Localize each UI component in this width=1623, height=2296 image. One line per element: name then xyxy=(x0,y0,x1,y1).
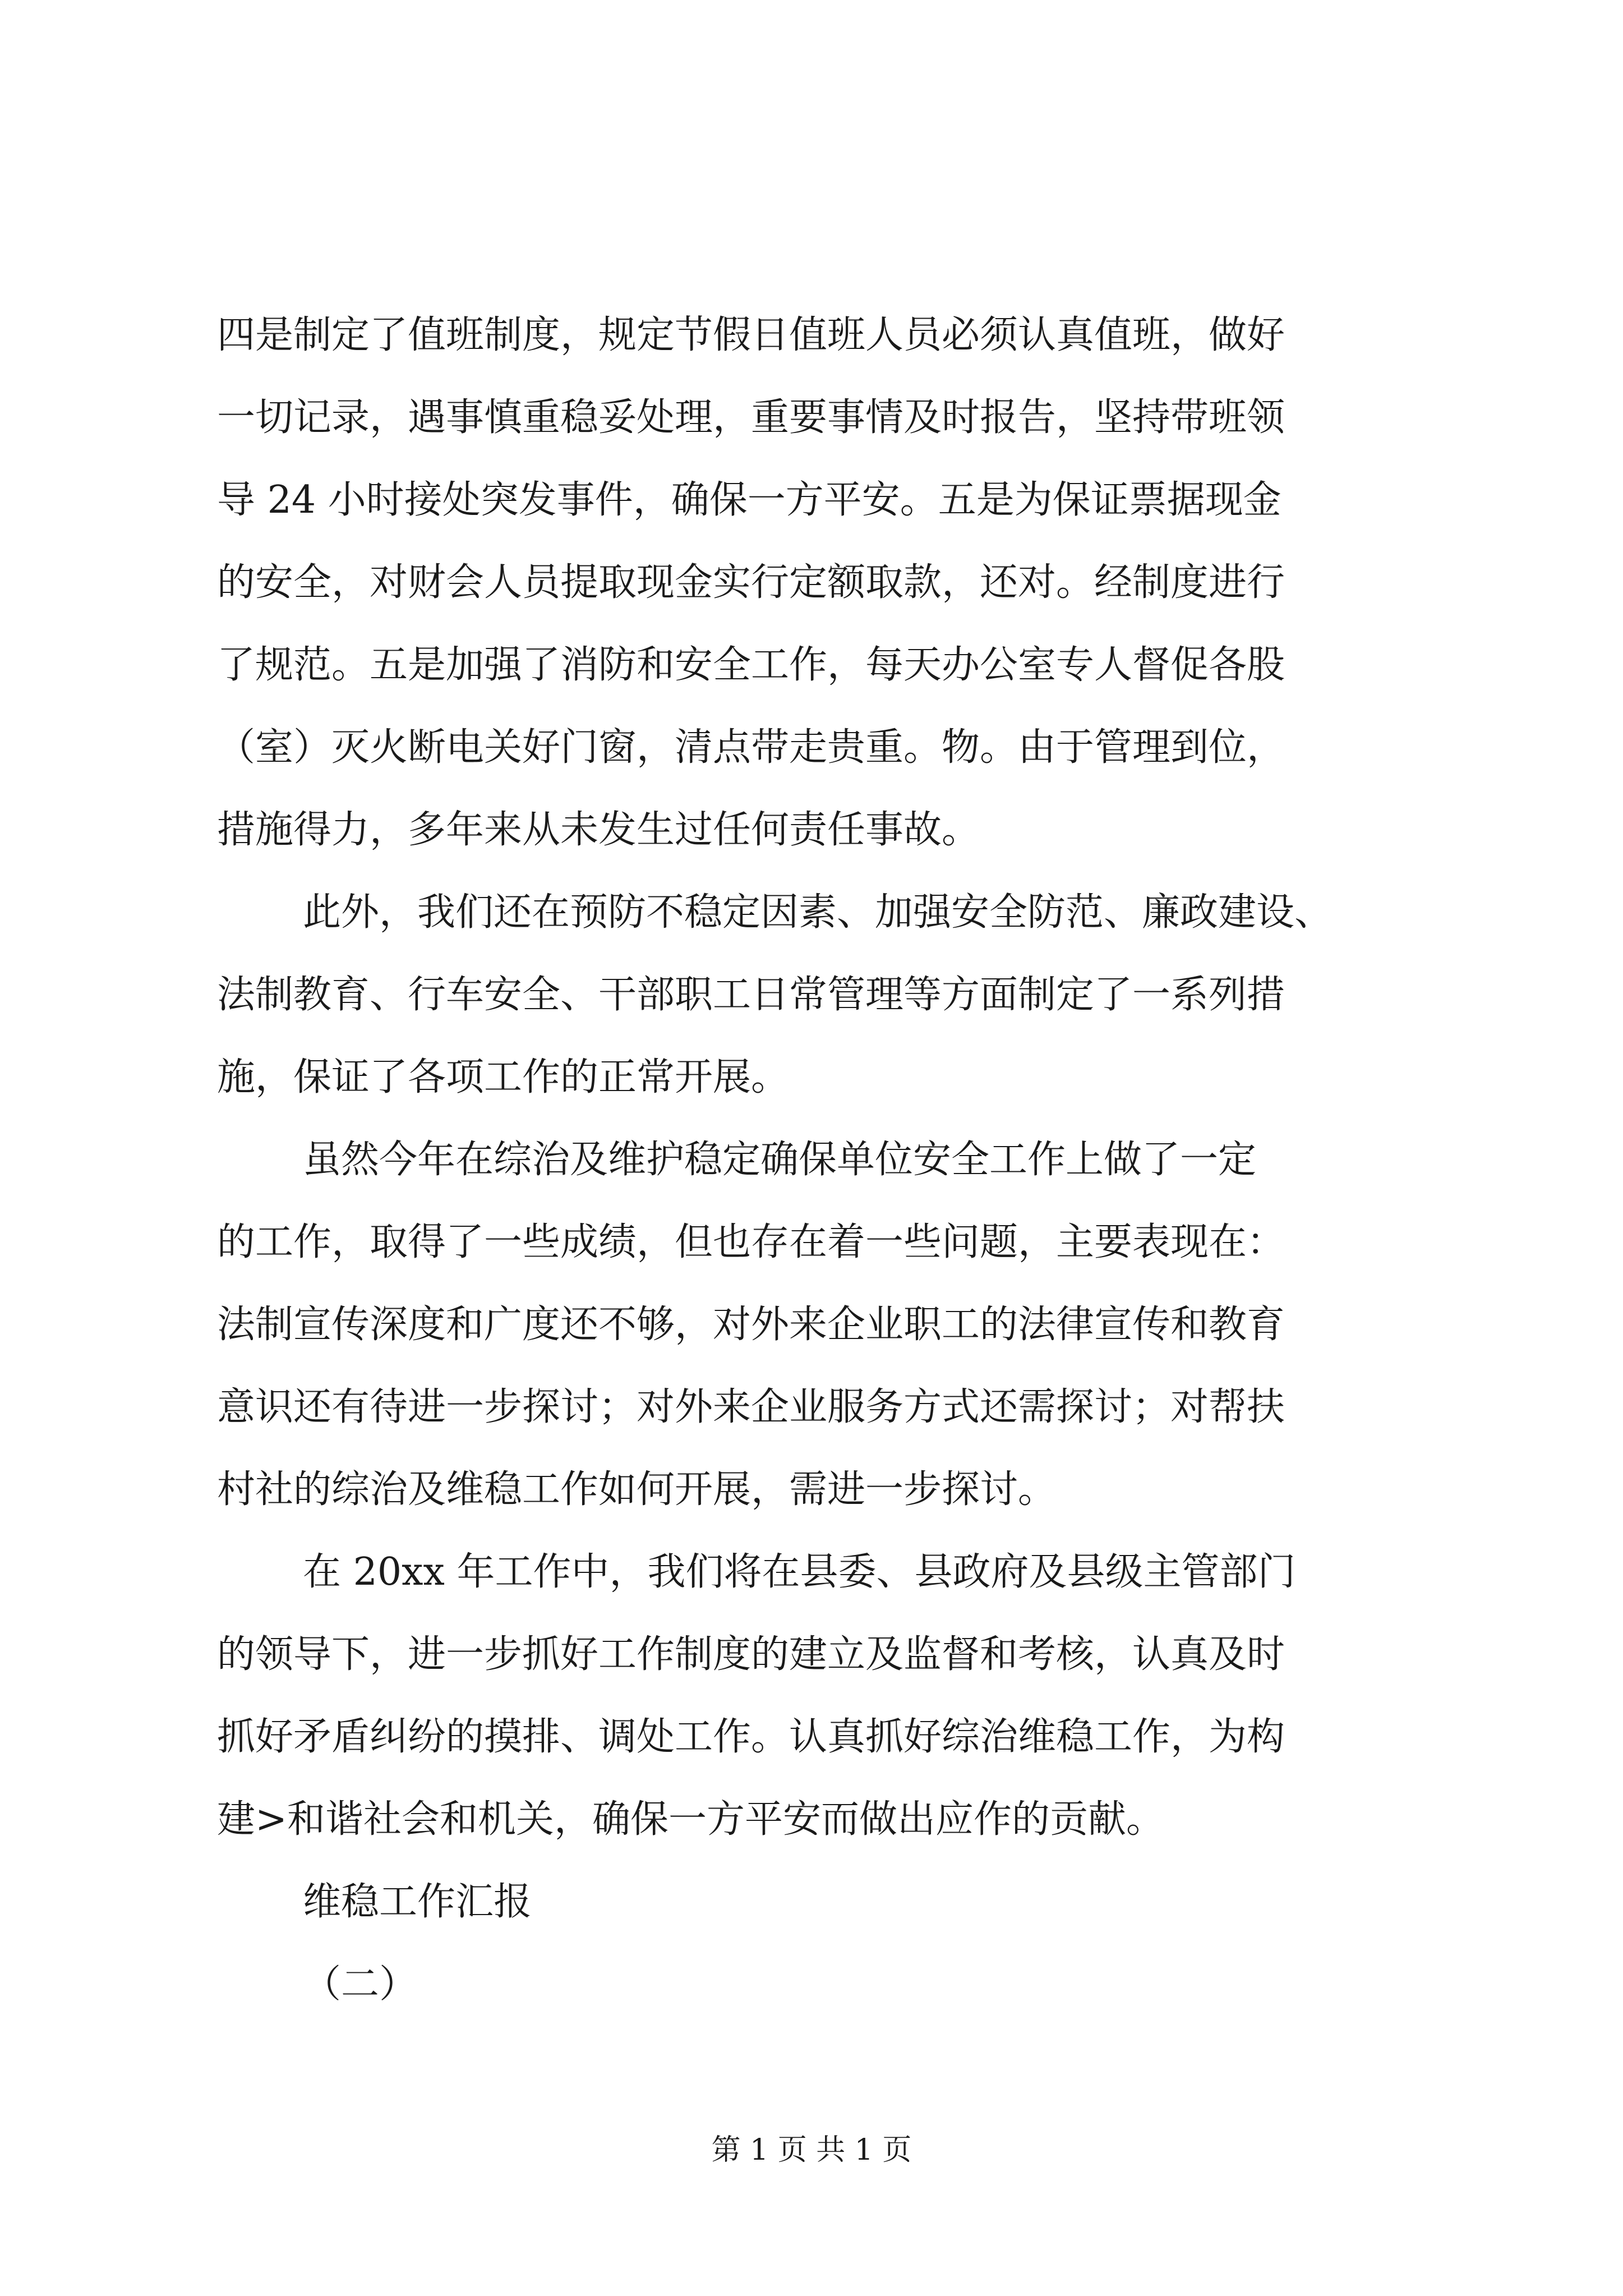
page-footer: 第 1 页 共 1 页 xyxy=(711,2133,912,2167)
text-line: 的领导下，进一步抓好工作制度的建立及监督和考核，认真及时 xyxy=(217,1632,1285,1677)
text-line: 抓好矛盾纠纷的摸排、调处工作。认真抓好综治维稳工作，为构 xyxy=(217,1715,1285,1759)
section-title: 维稳工作汇报 xyxy=(303,1880,532,1924)
text-line: （室）灭火断电关好门窗，清点带走贵重。物。由于管理到位， xyxy=(217,725,1285,770)
paragraph-start-line: 虽然今年在综治及维护稳定确保单位安全工作上做了一定 xyxy=(303,1138,1257,1182)
section-number: （二） xyxy=(303,1962,418,2007)
text-line: 导 24 小时接处突发事件，确保一方平安。五是为保证票据现金 xyxy=(217,478,1281,522)
text-line: 措施得力，多年来从未发生过任何责任事故。 xyxy=(217,808,980,852)
text-line: 四是制定了值班制度，规定节假日值班人员必须认真值班，做好 xyxy=(217,313,1285,357)
text-line: 的安全，对财会人员提取现金实行定额取款，还对。经制度进行 xyxy=(217,560,1285,605)
paragraph-start-line: 在 20xx 年工作中，我们将在县委、县政府及县级主管部门 xyxy=(303,1550,1296,1594)
text-line: 一切记录，遇事慎重稳妥处理，重要事情及时报告，坚持带班领 xyxy=(217,395,1285,440)
text-line: 意识还有待进一步探讨；对外来企业服务方式还需探讨；对帮扶 xyxy=(217,1385,1285,1429)
text-line: 村社的综治及维稳工作如何开展，需进一步探讨。 xyxy=(217,1467,1057,1512)
paragraph-start-line: 此外，我们还在预防不稳定因素、加强安全防范、廉政建设、 xyxy=(303,890,1333,935)
text-line: 法制宣传深度和广度还不够，对外来企业职工的法律宣传和教育 xyxy=(217,1303,1285,1347)
text-line: 了规范。五是加强了消防和安全工作，每天办公室专人督促各股 xyxy=(217,643,1285,687)
text-line: 法制教育、行车安全、干部职工日常管理等方面制定了一系列措 xyxy=(217,973,1285,1017)
text-line: 建>和谐社会和机关，确保一方平安而做出应作的贡献。 xyxy=(217,1797,1164,1842)
text-line: 的工作，取得了一些成绩，但也存在着一些问题，主要表现在： xyxy=(217,1220,1285,1264)
text-line: 施，保证了各项工作的正常开展。 xyxy=(217,1055,790,1099)
